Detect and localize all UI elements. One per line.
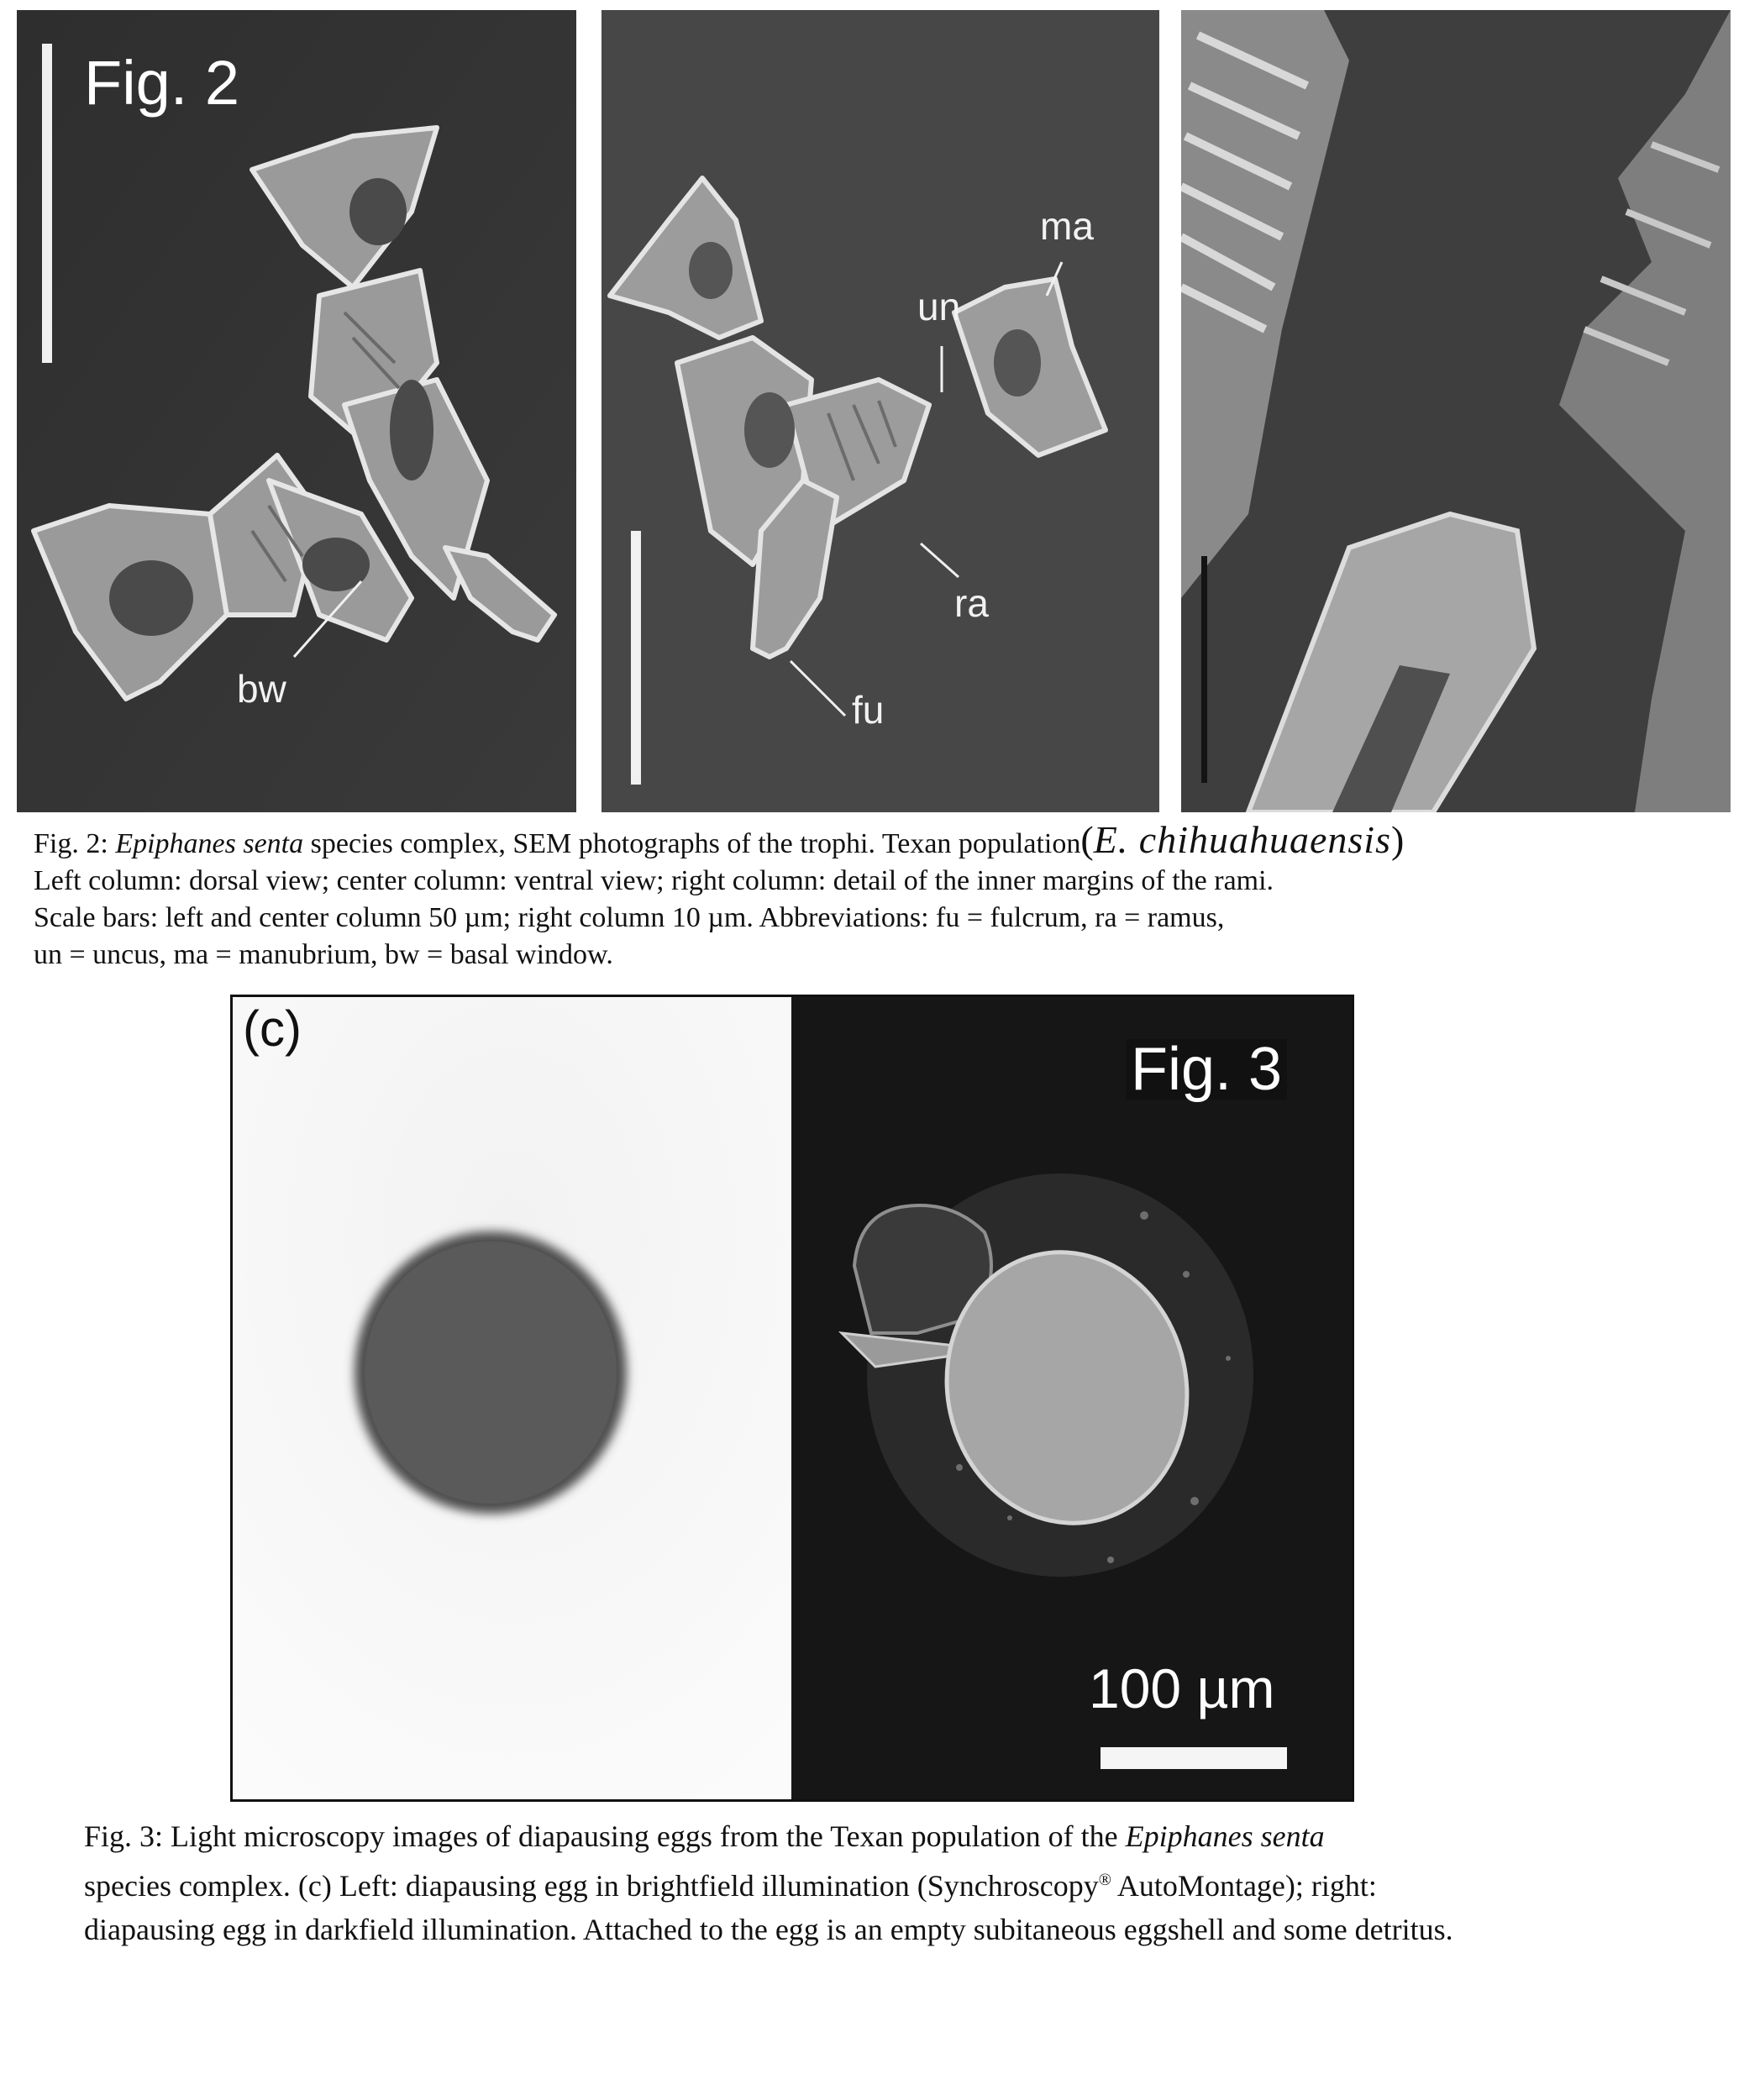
registered-mark: ® — [1098, 1871, 1111, 1889]
label-fu: fu — [852, 688, 885, 732]
fig2-caption-line-3: Scale bars: left and center column 50 µm; right column 10 µm. Abbreviations: fu = fulcrum, ra = ramus, — [34, 902, 1225, 933]
overlay-paren-open: ( — [1080, 818, 1094, 861]
sem-rami-detail-image — [1181, 10, 1731, 812]
brightfield-egg-panel — [233, 997, 791, 1799]
scale-bar-label: 100 µm — [1089, 1657, 1275, 1719]
caption-text: species complex, SEM photographs of the trophi. Texan population — [303, 828, 1081, 859]
panel-label-c: (c) — [243, 1000, 302, 1057]
species-overlay-annotation: E. chihuahuaensis — [1093, 818, 1391, 861]
label-bw: bw — [237, 667, 286, 711]
caption-text: AutoMontage); right: — [1111, 1869, 1377, 1903]
fig3-tag: Fig. 3 — [1126, 1039, 1287, 1100]
fig2-caption — [34, 818, 1739, 974]
fig3-caption-line-2 — [84, 1858, 1731, 1908]
fig2-tag: Fig. 2 — [84, 48, 240, 118]
sem-dorsal-view-panel — [17, 10, 576, 812]
brightfield-egg-image — [233, 997, 791, 1799]
species-name: Epiphanes senta — [115, 828, 304, 859]
caption-text: Fig. 2: — [34, 828, 116, 859]
caption-text: Fig. 3: Light microscopy images of diapausing eggs from the Texan population of the — [84, 1819, 1126, 1853]
sem-rami-detail-panel — [1181, 10, 1731, 812]
label-un: un — [917, 285, 961, 328]
darkfield-egg-panel — [791, 997, 1352, 1799]
fig2-caption-line-4: un = uncus, ma = manubrium, bw = basal window. — [34, 939, 613, 970]
overlay-paren-close: ) — [1390, 818, 1405, 861]
fig2-caption-line-1 — [34, 818, 1739, 863]
fig2-caption-line-2: Left column: dorsal view; center column: ventral view; right column: detail of the inner margins of the rami. — [34, 865, 1274, 896]
sem-dorsal-image — [17, 10, 576, 812]
label-ma: ma — [1040, 204, 1094, 248]
fig3-caption-line-3: diapausing egg in darkfield illumination. Attached to the egg is an empty subitaneous eggshell and some detritus. — [84, 1913, 1453, 1946]
sem-ventral-view-panel — [601, 10, 1159, 812]
species-name: Epiphanes senta — [1125, 1819, 1325, 1853]
caption-text: species complex. (c) Left: diapausing egg in brightfield illumination (Synchroscopy — [84, 1869, 1099, 1903]
fig3-caption-line-1 — [84, 1814, 1731, 1858]
label-ra: ra — [954, 581, 989, 625]
fig3-caption — [84, 1814, 1731, 1951]
